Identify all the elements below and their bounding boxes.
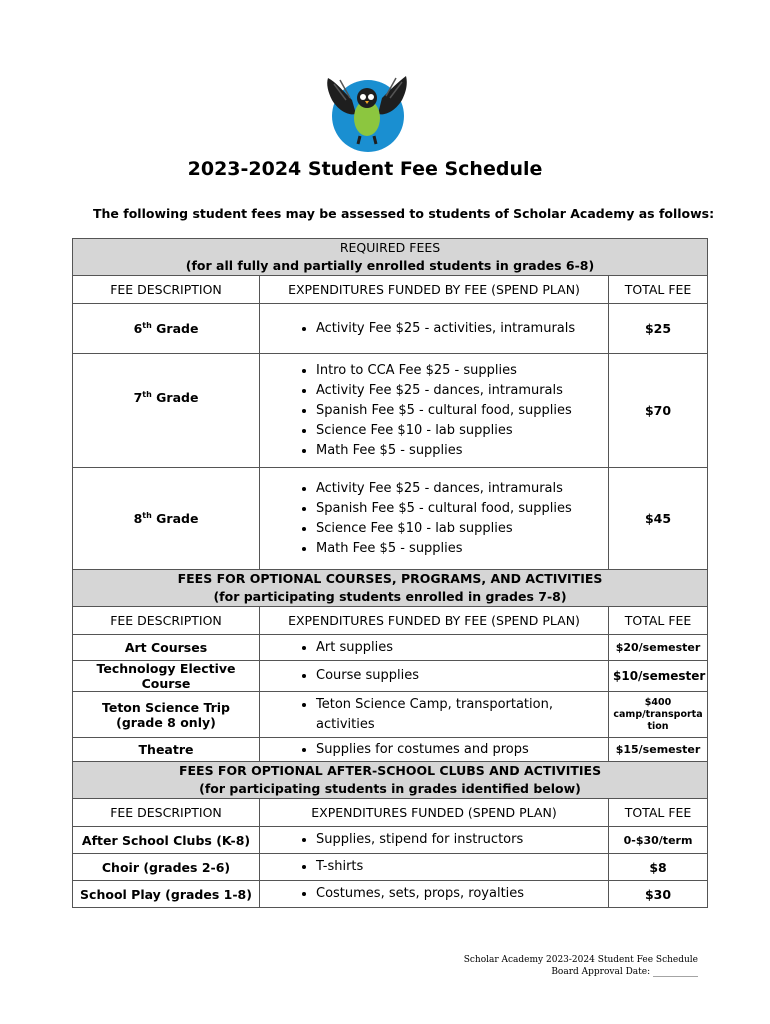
table-row <box>73 468 708 570</box>
total-fee: $25 <box>609 304 708 354</box>
section-heading-row <box>73 570 708 607</box>
page-footer <box>464 954 698 978</box>
column-header-row <box>73 607 708 635</box>
list-item: • Science Fee $10 - lab supplies <box>316 421 604 441</box>
spend-plan <box>260 827 609 854</box>
col-total-fee: TOTAL FEE <box>609 276 708 304</box>
list-item: • Costumes, sets, props, royalties <box>316 884 604 904</box>
fee-schedule-table <box>72 238 708 908</box>
list-item: • Course supplies <box>316 666 604 686</box>
column-header-row <box>73 276 708 304</box>
col-fee-description: FEE DESCRIPTION <box>73 607 260 635</box>
table-row <box>73 635 708 661</box>
list-item: • Activity Fee $25 - dances, intramurals <box>316 381 604 401</box>
total-fee: $20/semester <box>609 635 708 661</box>
spend-plan <box>260 854 609 881</box>
list-item: • Spanish Fee $5 - cultural food, supplies <box>316 401 604 421</box>
spend-plan <box>260 661 609 692</box>
section-band-after-school <box>73 762 708 799</box>
fee-label: Choir (grades 2-6) <box>73 854 260 881</box>
section-subheading: (for participating students enrolled in grades 7-8) <box>213 589 567 604</box>
list-item: • Art supplies <box>316 638 604 658</box>
page-title: 2023-2024 Student Fee Schedule <box>187 158 543 180</box>
spend-plan <box>260 304 609 354</box>
section-heading-row <box>73 239 708 276</box>
spend-plan <box>260 738 609 762</box>
total-fee: $15/semester <box>609 738 708 762</box>
col-expenditures: EXPENDITURES FUNDED (SPEND PLAN) <box>260 799 609 827</box>
table-row <box>73 692 708 738</box>
table-row <box>73 881 708 908</box>
list-item: • Math Fee $5 - supplies <box>316 441 604 461</box>
total-fee: 0-$30/term <box>609 827 708 854</box>
table-row <box>73 354 708 468</box>
list-item: • Supplies, stipend for instructors <box>316 830 604 850</box>
list-item: • Intro to CCA Fee $25 - supplies <box>316 361 604 381</box>
spend-plan <box>260 692 609 738</box>
total-fee: $8 <box>609 854 708 881</box>
col-total-fee: TOTAL FEE <box>609 799 708 827</box>
fee-label: Technology Elective Course <box>73 661 260 692</box>
spend-plan <box>260 468 609 570</box>
total-fee: $400 camp/transporta tion <box>609 692 708 738</box>
grade-label: 7th Grade <box>73 354 260 468</box>
spend-plan <box>260 635 609 661</box>
list-item: • Math Fee $5 - supplies <box>316 539 604 559</box>
section-heading-row <box>73 762 708 799</box>
section-band-optional-courses <box>73 570 708 607</box>
owl-logo <box>322 70 412 154</box>
section-subheading: (for participating students in grades identified below) <box>199 781 581 796</box>
total-fee: $70 <box>609 354 708 468</box>
fee-label: Theatre <box>73 738 260 762</box>
fee-label: Art Courses <box>73 635 260 661</box>
table-row <box>73 854 708 881</box>
fee-label: School Play (grades 1-8) <box>73 881 260 908</box>
grade-label: 8th Grade <box>73 468 260 570</box>
list-item: • Activity Fee $25 - dances, intramurals <box>316 479 604 499</box>
list-item: • Spanish Fee $5 - cultural food, supplies <box>316 499 604 519</box>
list-item: • Activity Fee $25 - activities, intramurals <box>316 319 604 339</box>
col-expenditures: EXPENDITURES FUNDED BY FEE (SPEND PLAN) <box>260 607 609 635</box>
fee-label: After School Clubs (K-8) <box>73 827 260 854</box>
grade-label: 6th Grade <box>73 304 260 354</box>
footer-line2: Board Approval Date: __________ <box>551 967 698 977</box>
intro-text: The following student fees may be assessed to students of Scholar Academy as follows: <box>93 206 715 221</box>
table-row <box>73 827 708 854</box>
table-row <box>73 304 708 354</box>
section-heading: FEES FOR OPTIONAL AFTER-SCHOOL CLUBS AND ACTIVITIES <box>178 763 602 778</box>
section-heading: REQUIRED FEES <box>339 240 441 255</box>
fee-label: Teton Science Trip (grade 8 only) <box>73 692 260 738</box>
list-item: • T-shirts <box>316 857 604 877</box>
col-total-fee: TOTAL FEE <box>609 607 708 635</box>
list-item: • Science Fee $10 - lab supplies <box>316 519 604 539</box>
table-row <box>73 738 708 762</box>
col-expenditures: EXPENDITURES FUNDED BY FEE (SPEND PLAN) <box>260 276 609 304</box>
total-fee: $30 <box>609 881 708 908</box>
list-item: • Supplies for costumes and props <box>316 740 604 760</box>
col-fee-description: FEE DESCRIPTION <box>73 799 260 827</box>
total-fee: $10/semester <box>609 661 708 692</box>
column-header-row <box>73 799 708 827</box>
section-heading: FEES FOR OPTIONAL COURSES, PROGRAMS, AND ACTIVITIES <box>177 571 603 586</box>
total-fee: $45 <box>609 468 708 570</box>
table-row <box>73 661 708 692</box>
spend-plan <box>260 881 609 908</box>
section-subheading: (for all fully and partially enrolled students in grades 6-8) <box>185 258 595 273</box>
section-band-required <box>73 239 708 276</box>
footer-line1: Scholar Academy 2023-2024 Student Fee Schedule <box>463 955 698 965</box>
col-fee-description: FEE DESCRIPTION <box>73 276 260 304</box>
list-item: • Teton Science Camp, transportation, activities <box>316 695 604 735</box>
spend-plan <box>260 354 609 468</box>
